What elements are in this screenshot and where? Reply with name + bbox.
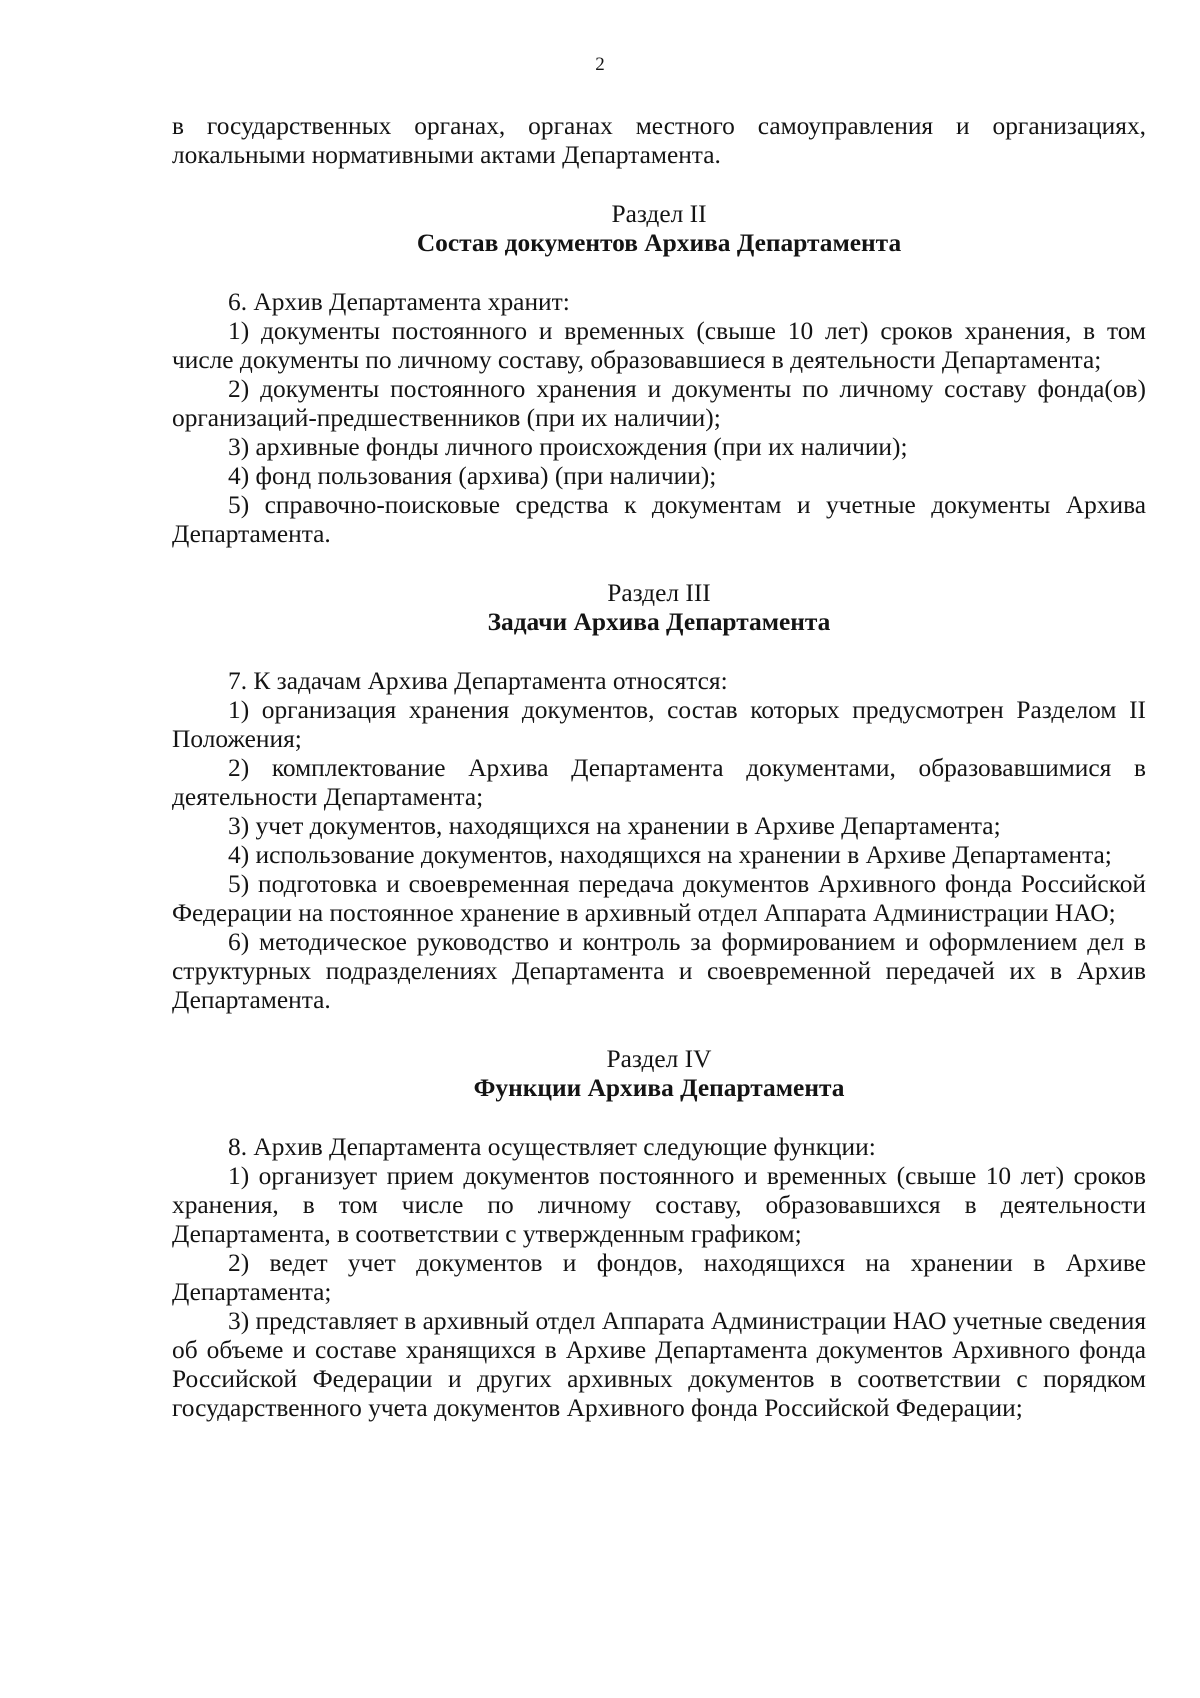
- section-2: [172, 200, 1146, 549]
- section-2-title: Состав документов Архива Департамента: [416, 229, 902, 257]
- section-2-lead: 6. Архив Департамента хранит:: [228, 288, 570, 316]
- section-2-heading: Раздел II: [611, 200, 707, 228]
- section-3: [172, 579, 1146, 1015]
- list-item: 5) подготовка и своевременная передача документов Архивного фонда Российской Федерации на постоянное хранение в архивный отдел Аппарата Администрации НАО;: [172, 870, 1146, 927]
- section-4-heading: Раздел IV: [606, 1045, 712, 1073]
- section-4-title: Функции Архива Департамента: [473, 1074, 845, 1102]
- list-item: 3) представляет в архивный отдел Аппарата Администрации НАО учетные сведения об объеме и составе хранящихся в Архиве Департамента документов Архивного фонда Российской Федерации и других архивных документов в соответствии с порядком государственного учета документов Архивного фонда Российской Федерации;: [172, 1307, 1147, 1422]
- list-item: 1) документы постоянного и временных (свыше 10 лет) сроков хранения, в том числе документы по личному составу, образовавшиеся в деятельности Департамента;: [172, 317, 1146, 374]
- document-body: [172, 112, 1146, 1423]
- list-item: 6) методическое руководство и контроль за формированием и оформлением дел в структурных подразделениях Департамента и своевременной передачей их в Архив Департамента.: [172, 928, 1146, 1014]
- list-item: 3) архивные фонды личного происхождения (при их наличии);: [228, 433, 908, 461]
- list-item: 1) организация хранения документов, состав которых предусмотрен Разделом II Положения;: [172, 696, 1146, 753]
- section-3-title: Задачи Архива Департамента: [487, 608, 831, 636]
- list-item: 2) ведет учет документов и фондов, находящихся на хранении в Архиве Департамента;: [172, 1249, 1146, 1306]
- section-3-heading: Раздел III: [607, 579, 711, 607]
- list-item: 5) справочно-поисковые средства к документам и учетные документы Архива Департамента.: [172, 491, 1146, 548]
- page-number: 2: [595, 54, 605, 75]
- section-3-lead: 7. К задачам Архива Департамента относятся:: [228, 667, 728, 695]
- section-4: [172, 1045, 1146, 1423]
- list-item: 4) использование документов, находящихся на хранении в Архиве Департамента;: [228, 841, 1112, 869]
- list-item: 4) фонд пользования (архива) (при наличии);: [228, 462, 717, 490]
- list-item: 2) документы постоянного хранения и документы по личному составу фонда(ов) организаций-предшественников (при их наличии);: [172, 375, 1146, 432]
- list-item: 3) учет документов, находящихся на хранении в Архиве Департамента;: [228, 812, 1001, 840]
- intro-paragraph: в государственных органах, органах местного самоуправления и организациях, локальными нормативными актами Департамента.: [172, 112, 1146, 169]
- list-item: 1) организует прием документов постоянного и временных (свыше 10 лет) сроков хранения, в том числе по личному составу, образовавшихся в деятельности Департамента, в соответствии с утвержденным графиком;: [172, 1162, 1146, 1248]
- section-4-lead: 8. Архив Департамента осуществляет следующие функции:: [228, 1133, 876, 1161]
- list-item: 2) комплектование Архива Департамента документами, образовавшимися в деятельности Департамента;: [172, 754, 1146, 811]
